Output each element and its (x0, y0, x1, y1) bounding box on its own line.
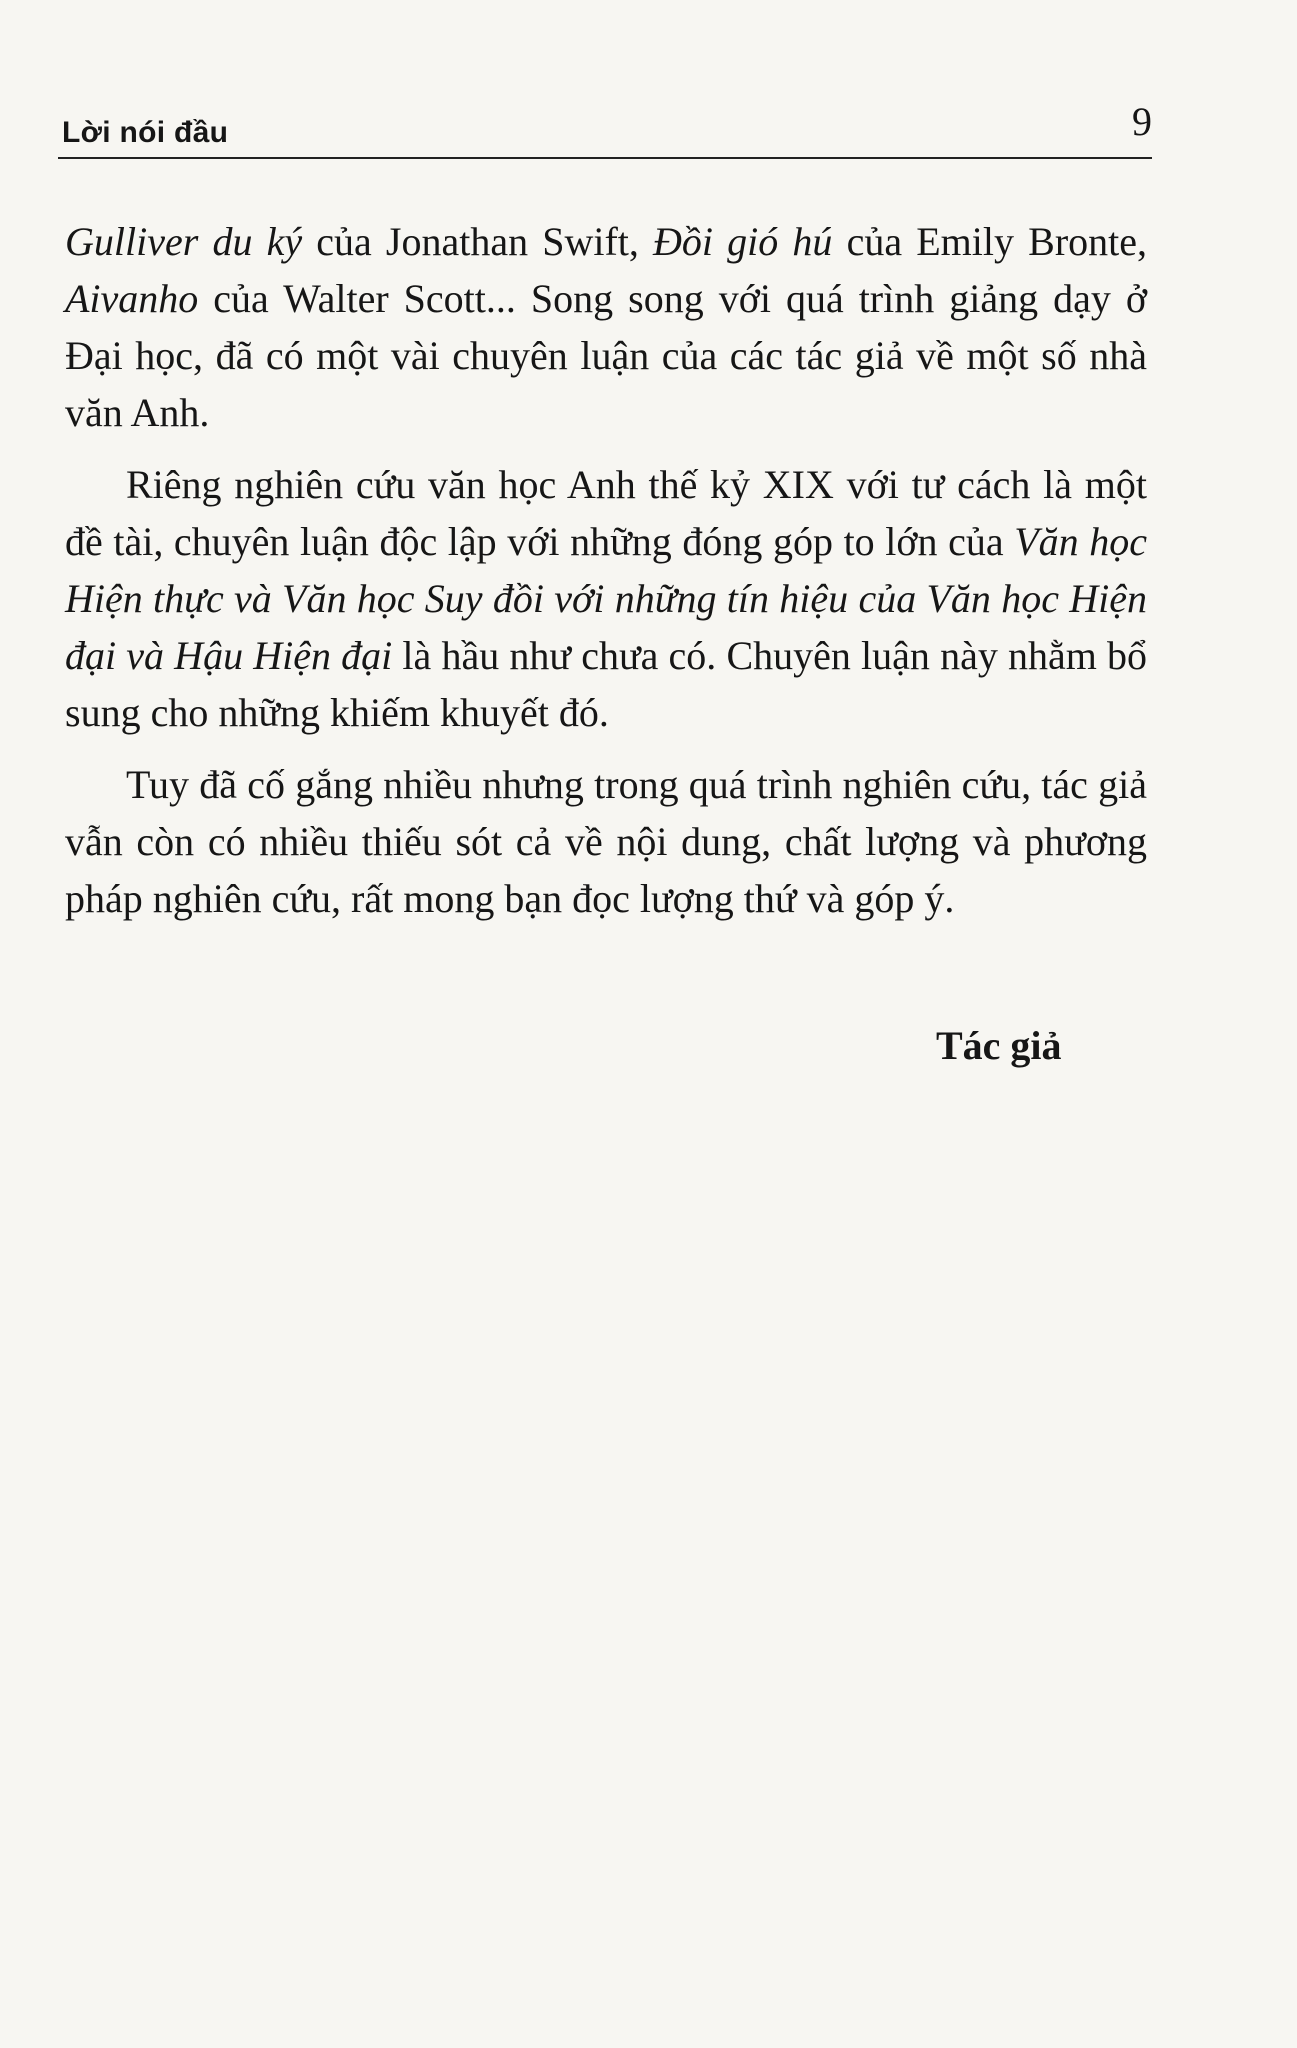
author-signature: Tác giả (936, 1023, 1062, 1068)
running-header (62, 98, 1152, 158)
paragraph-3 (65, 756, 1147, 927)
header-rule (58, 157, 1152, 159)
page-number: 9 (1132, 99, 1152, 144)
text-run: của Jonathan Swift, (302, 219, 654, 264)
text-run: của Walter Scott... Song song với quá trình giảng dạy ở Đại học, đã có một vài chuyên luận của các tác giả về một số nhà văn Anh. (65, 276, 1147, 435)
paragraph-1 (65, 213, 1147, 441)
text-run: Gulliver du ký (65, 219, 303, 264)
body-text (65, 213, 1147, 927)
text-run: Riêng nghiên cứu văn học Anh thế kỷ XIX với tư cách là một đề tài, chuyên luận độc lập với những đóng góp to lớn của (65, 462, 1147, 564)
text-run: Tuy đã cố gắng nhiều nhưng trong quá trình nghiên cứu, tác giả vẫn còn có nhiều thiếu sót cả về nội dung, chất lượng và phương pháp nghiên cứu, rất mong bạn đọc lượng thứ và góp ý. (65, 762, 1147, 921)
section-title: Lời nói đầu (62, 116, 229, 149)
paragraph-2 (65, 456, 1147, 741)
text-run: là hầu như chưa có. Chuyên luận này nhằm bổ sung cho những khiếm khuyết đó. (65, 633, 1148, 735)
text-run: của Emily Bronte, (832, 219, 1148, 264)
text-run: Đồi gió hú (653, 219, 833, 264)
text-run: Aivanho (65, 276, 199, 321)
text-run: Văn học Hiện thực và Văn học Suy đồi với những tín hiệu của Văn học Hiện đại và Hậu Hiện đại (65, 519, 1148, 678)
